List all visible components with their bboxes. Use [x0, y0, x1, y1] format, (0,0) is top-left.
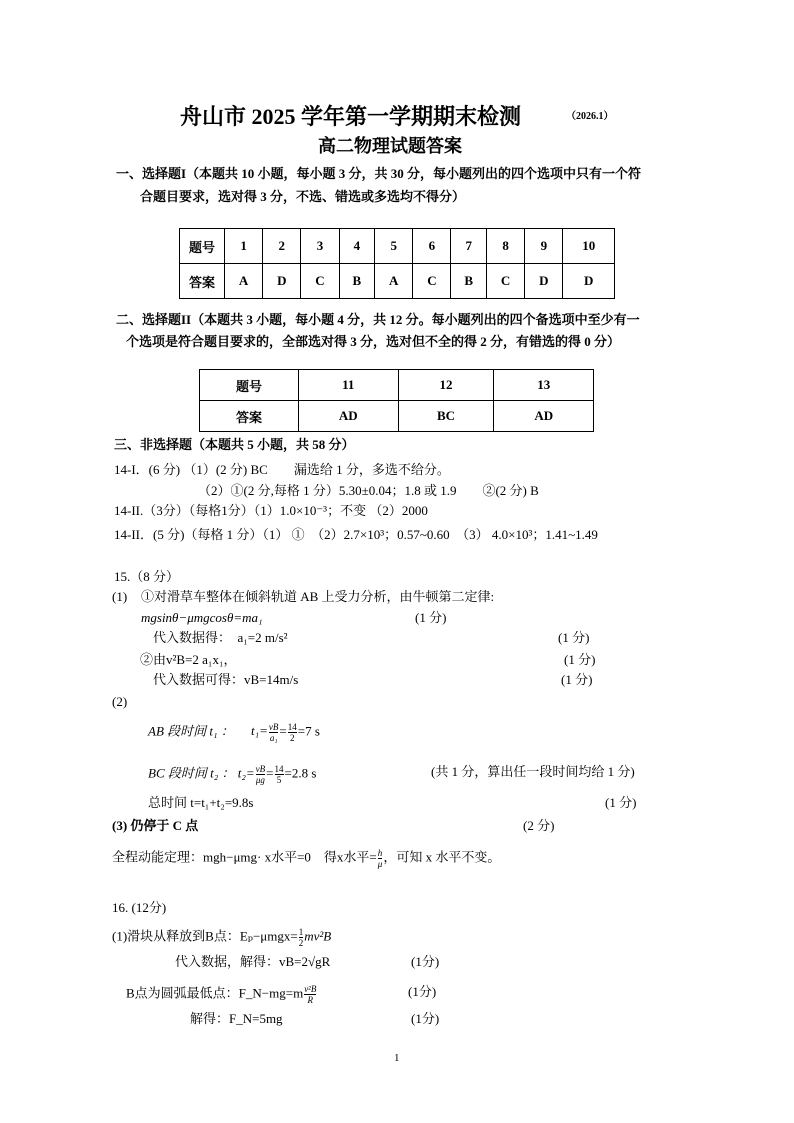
numerator: 14 — [274, 764, 284, 774]
row-label: 题号 — [180, 229, 225, 264]
document-title: 舟山市 2025 学年第一学期期末检测 — [180, 104, 522, 129]
score: (1 分) — [561, 672, 593, 687]
fraction — [275, 764, 284, 785]
fraction — [378, 848, 383, 869]
answer-cell: D — [525, 264, 563, 299]
eq: t₁= — [251, 723, 268, 739]
answer-cell: D — [563, 264, 615, 299]
answer-cell: C — [413, 264, 451, 299]
eq: B点为圆弧最低点：F_N−mg=m — [126, 985, 304, 1001]
q15-heading: 15.（8 分） — [114, 569, 180, 584]
question-number: 11 — [299, 370, 399, 401]
score: (1 分) — [415, 610, 447, 625]
label: BC 段时间 t₂ ： — [148, 765, 235, 781]
fraction — [288, 722, 297, 743]
question-number: 7 — [451, 229, 487, 264]
question-number: 2 — [263, 229, 301, 264]
numerator: 14 — [287, 722, 297, 732]
denominator: μ — [377, 859, 383, 869]
question-number: 12 — [398, 370, 494, 401]
question-number: 1 — [225, 229, 263, 264]
q14-line: 14-II.（3分）（每格1分）（1）1.0×10⁻³；不变 （2）2000 — [114, 503, 428, 518]
numerator: v²B — [304, 984, 317, 994]
section3-heading: 三、非选择题（本题共 5 小题，共 58 分） — [114, 437, 355, 452]
section1-instructions-cont: 合题目要求，选对得 3 分，不选、错选或多选均不得分） — [140, 189, 466, 204]
question-number: 9 — [525, 229, 563, 264]
table-row — [200, 401, 594, 432]
answer-cell: BC — [398, 401, 494, 432]
q16-heading: 16. (12分) — [112, 900, 167, 915]
section2-instructions: 二、选择题II（本题共 3 小题，每小题 4 分，共 12 分。每小题列出的四个备选项中至少有一 — [116, 312, 640, 327]
score: (共 1 分，算出任一段时间均给 1 分) — [431, 764, 635, 779]
eq-tail: ，可知 x 水平不变。 — [383, 849, 501, 865]
denominator: 2 — [298, 938, 304, 948]
q15-line: 代入数据得： a₁=2 m/s² — [153, 630, 288, 645]
q15-line: ②由v²B=2 a₁x₁， — [140, 652, 237, 667]
answer-cell: B — [339, 264, 375, 299]
section2-instructions-cont: 个选项是符合题目要求的，全部选对得 3 分，选对但不全的得 2 分，有错选的得 0 分） — [126, 334, 621, 349]
q15-line: 代入数据可得：vB=14m/s — [153, 672, 299, 687]
fraction — [304, 984, 316, 1005]
fraction — [269, 722, 279, 743]
denominator: μg — [255, 775, 265, 785]
q15-part3: (3) 仍停于 C 点 — [112, 818, 199, 833]
section1-answer-table — [179, 228, 615, 299]
eq-tail: mv²B — [304, 928, 332, 944]
result: =2.8 s — [284, 765, 317, 781]
q15-part1-label: (1) — [112, 589, 128, 604]
score: (1分) — [411, 1011, 440, 1026]
score: (1分) — [408, 984, 437, 999]
question-number: 6 — [413, 229, 451, 264]
denominator: 5 — [276, 775, 282, 785]
answer-cell: AD — [494, 401, 594, 432]
q15-ab-time: AB 段时间 t₁ ： t₁= $\frac{vB}{\text{a₁}}$ = $\frac{14}{2}$ =7 s — [148, 722, 320, 743]
score: (2 分) — [523, 818, 555, 833]
numerator: vB — [268, 722, 279, 732]
row-label: 题号 — [200, 370, 299, 401]
result: =7 s — [297, 723, 320, 739]
section2-answer-table — [199, 369, 594, 432]
answer-cell: B — [451, 264, 487, 299]
q15-equation: mgsinθ−μmgcosθ=ma₁ — [141, 610, 263, 625]
eq: (1)滑块从释放到B点：Eₚ−μmgx= — [112, 928, 298, 944]
question-number: 10 — [563, 229, 615, 264]
denominator: a₁ — [269, 733, 278, 743]
q14-line: 14-II．(5 分)（每格 1 分）（1） ① （2）2.7×10³；0.57~0.60 （3） 4.0×10³；1.41~1.49 — [114, 527, 598, 542]
answer-cell: AD — [299, 401, 399, 432]
label: AB 段时间 t₁ ： — [148, 723, 234, 739]
answer-cell: D — [263, 264, 301, 299]
q15-energy-theorem — [112, 848, 500, 869]
eq: t₂= — [237, 765, 255, 781]
denominator: 2 — [290, 733, 295, 743]
table-row — [180, 264, 615, 299]
exam-date: （2026.1） — [566, 111, 614, 122]
q14-line: 14-I．(6 分) （1）(2 分) BC 漏选给 1 分，多选不给分。 — [114, 462, 450, 477]
score: (1分) — [411, 954, 440, 969]
score: (1 分) — [558, 630, 590, 645]
table-row — [180, 229, 615, 264]
question-number: 5 — [375, 229, 413, 264]
question-number: 13 — [494, 370, 594, 401]
answer-cell: C — [487, 264, 525, 299]
q16-line: 代入数据，解得：vB=2√gR — [175, 954, 331, 969]
q16-line: 解得：F_N=5mg — [190, 1011, 283, 1026]
q16-line — [112, 927, 331, 948]
row-label: 答案 — [200, 401, 299, 432]
answer-cell: C — [301, 264, 339, 299]
q15-part2-label: (2) — [112, 694, 128, 709]
score: (1 分) — [564, 652, 596, 667]
q14-line: （2）①(2 分,每格 1 分）5.30±0.04；1.8 或 1.9 ②(2 分) B — [198, 483, 539, 498]
numerator: vB — [255, 764, 266, 774]
table-row — [200, 370, 594, 401]
q15-bc-time: BC 段时间 t₂ ： t₂= $\frac{vB}{\mu g}$ = $\frac{14}{5}$ =2.8 s — [148, 764, 317, 785]
eq: 全程动能定理：mgh−μmg· x水平=0 得x水平= — [112, 849, 377, 865]
question-number: 8 — [487, 229, 525, 264]
answer-cell: A — [225, 264, 263, 299]
answer-cell: A — [375, 264, 413, 299]
numerator: h — [377, 848, 383, 858]
q15-part1-text: ①对滑草车整体在倾斜轨道 AB 上受力分析，由牛顿第二定律: — [141, 589, 495, 604]
question-number: 3 — [301, 229, 339, 264]
section1-instructions: 一、选择题I（本题共 10 小题，每小题 3 分，共 30 分，每小题列出的四个选项中只有一个符 — [116, 166, 642, 181]
q15-total-time: 总时间 t=t₁+t₂=9.8s — [148, 795, 254, 810]
fraction — [256, 764, 266, 785]
page-number: 1 — [394, 1052, 400, 1064]
row-label: 答案 — [180, 264, 225, 299]
q16-line — [126, 984, 317, 1005]
fraction — [299, 927, 304, 948]
numerator: 1 — [298, 927, 304, 937]
denominator: R — [307, 995, 314, 1005]
document-subtitle: 高二物理试题答案 — [318, 136, 462, 156]
score: (1 分) — [605, 795, 637, 810]
question-number: 4 — [339, 229, 375, 264]
